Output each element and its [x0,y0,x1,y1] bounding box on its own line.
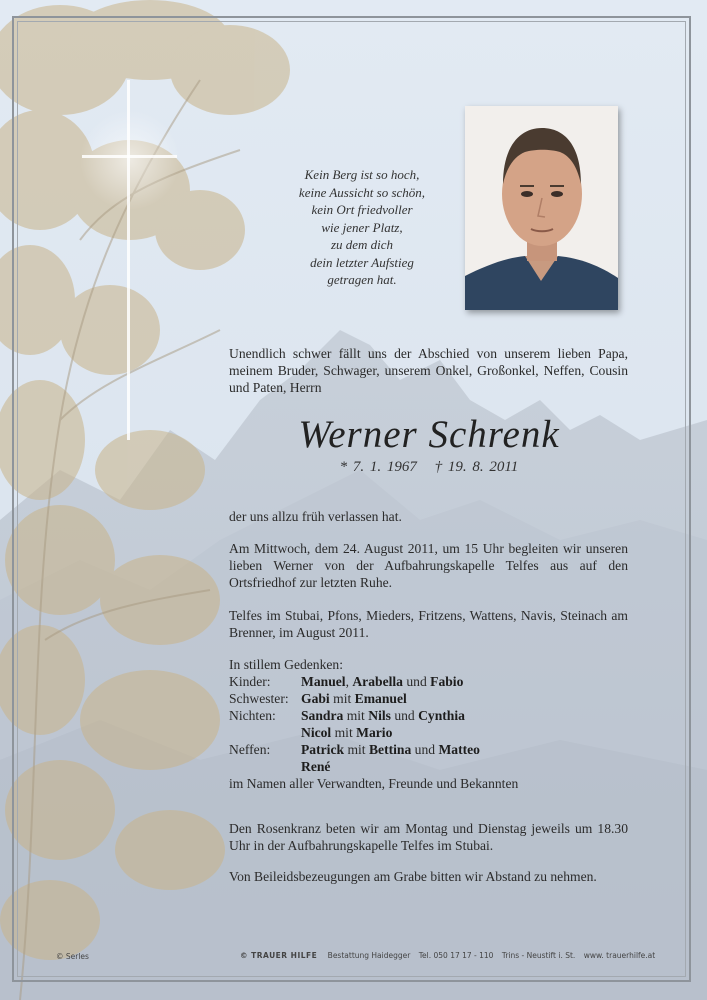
mourners-heading: In stillem Gedenken: [229,657,344,672]
relation-names: Gabi mit Emanuel [301,691,407,706]
mourners-row [229,673,629,690]
trauerhilfe-logo: © TRAUER HILFE [240,951,318,960]
relation-names: Patrick mit Bettina und Matteo [301,742,480,757]
phone-number: Tel. 050 17 17 - 110 [418,951,494,960]
relation-names: René [301,759,331,774]
poem-line: keine Aussicht so schön, [298,184,426,200]
mourners-closing: im Namen aller Verwandten, Freunde und Bekannten [229,776,519,791]
paragraph-funeral: Am Mittwoch, dem 24. August 2011, um 15 Uhr begleiten wir unseren lieben Werner von der Aufbahrungskapelle Telfes aus auf den Ortsfriedhof zur letzten Ruhe. [229,541,628,590]
relation-label: Schwester: [229,691,289,706]
poem-line: kein Ort friedvoller [311,202,413,217]
mourners-row [229,707,629,724]
mourners-row [229,690,629,707]
relation-label: Nichten: [229,708,276,723]
paragraph-condolences: Von Beileidsbezeugungen am Grabe bitten wir Abstand zu nehmen. [229,869,597,884]
company-location: Trins - Neustift i. St. [501,951,576,960]
poem-line: dein letzter Aufstieg [310,254,414,270]
portrait-photo [465,106,618,310]
poem-line: wie jener Platz, [321,219,403,235]
mourners-row [229,758,629,775]
mourners-row [229,724,629,741]
relation-label: Neffen: [229,742,271,757]
death-date: † 19. 8. 2011 [434,459,519,475]
relation-names: Sandra mit Nils und Cynthia [301,708,465,723]
paragraph-rosary: Den Rosenkranz beten wir am Montag und Dienstag jeweils um 18.30 Uhr in der Aufbahrungskapelle Telfes im Stubai. [229,821,628,853]
image-copyright: © Serles [56,952,89,961]
poem-line: Kein Berg ist so hoch, [304,167,420,182]
mourners-list [229,656,629,792]
footer-credits [240,951,656,960]
website-link[interactable]: www. trauerhilfe.at [583,951,656,960]
life-dates [229,459,629,476]
birth-date: * 7. 1. 1967 [339,459,417,475]
relation-label: Kinder: [229,674,271,689]
paragraph-farewell: der uns allzu früh verlassen hat. [229,509,402,524]
deceased-name: Werner Schrenk [298,413,560,456]
relation-names: Manuel, Arabella und Fabio [301,674,464,689]
poem-line: getragen hat. [327,272,397,287]
mourners-row [229,741,629,758]
paragraph-places: Telfes im Stubai, Pfons, Mieders, Fritzens, Wattens, Navis, Steinach am Brenner, im August 2011. [229,608,628,640]
poem-line: zu dem dich [330,237,394,252]
poem [262,166,462,289]
company-name: Bestattung Haidegger [327,951,411,960]
relation-names: Nicol mit Mario [301,725,393,740]
intro-text: Unendlich schwer fällt uns der Abschied von unserem lieben Papa, meinem Bruder, Schwager, unserem Onkel, Großonkel, Neffen, Cousin und Paten, Herrn [229,346,628,395]
